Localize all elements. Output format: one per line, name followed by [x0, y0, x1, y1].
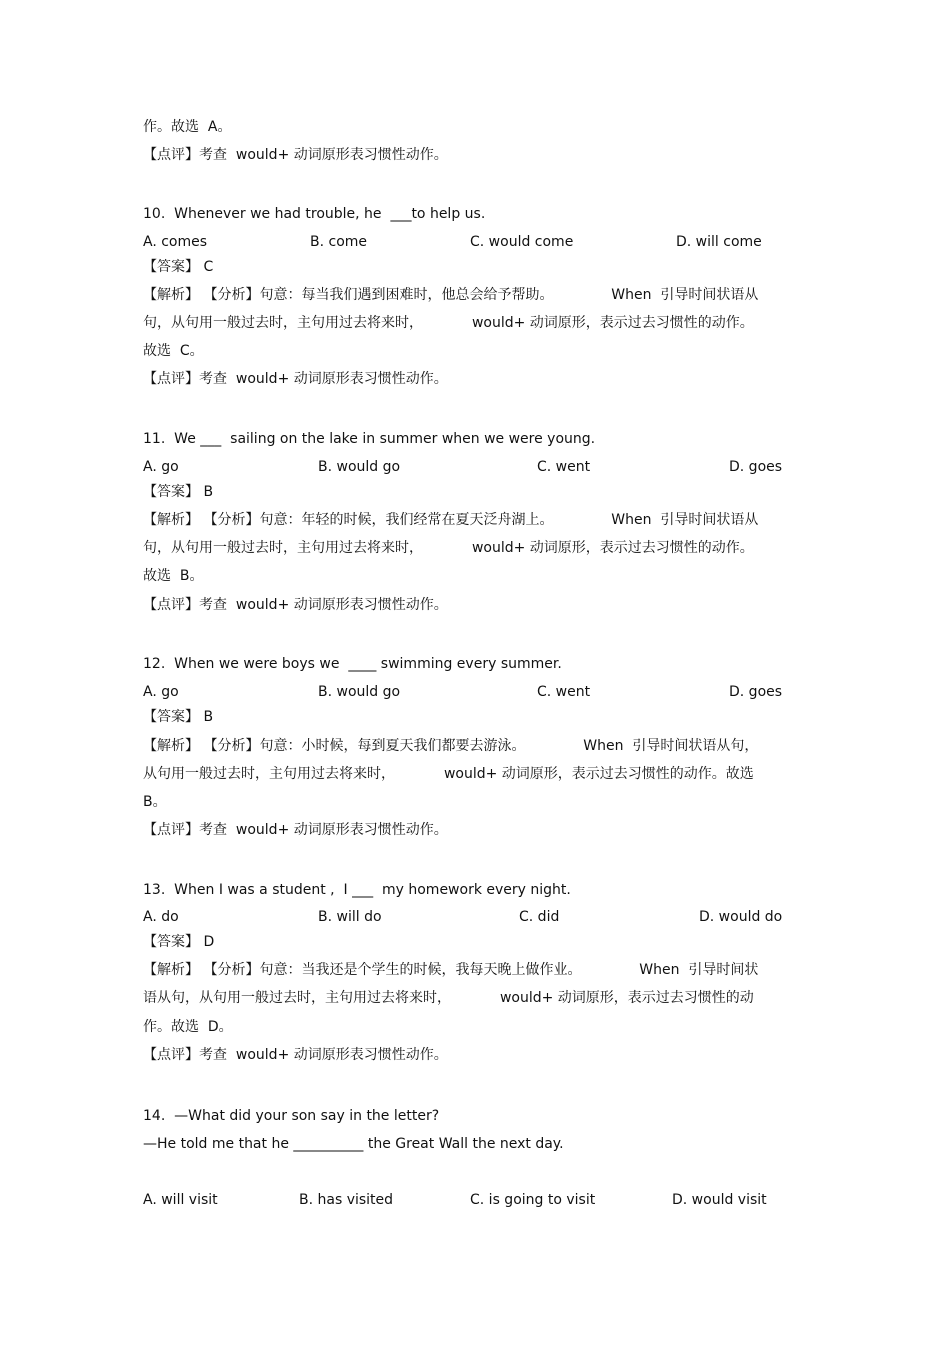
comment-text: 【点评】考查 would+ 动词原形表习惯性动作。	[143, 371, 448, 387]
option-a: A. do	[143, 909, 179, 925]
option-b: B. would go	[318, 459, 401, 475]
question-13-text: 13. When I was a student , I ___ my homework every night.	[143, 882, 571, 898]
option-b: B. come	[310, 234, 368, 250]
comment-text: 【点评】考查 would+ 动词原形表习惯性动作。	[143, 1047, 448, 1063]
analysis-line: 故选 C。	[143, 343, 204, 359]
analysis-line: 【解析】 【分析】句意：年轻的时候，我们经常在夏天泛舟湖上。 When 引导时间状语从	[143, 512, 759, 528]
option-c: C. went	[537, 684, 591, 700]
answer-text: 【答案】 B	[143, 709, 214, 725]
analysis-line: 【解析】 【分析】句意：当我还是个学生的时候，我每天晚上做作业。 When 引导时间状	[143, 962, 759, 978]
option-a: A. go	[143, 459, 179, 475]
option-a: A. will visit	[143, 1192, 218, 1208]
question-14-line2: —He told me that he __________ the Great Wall the next day.	[143, 1136, 564, 1152]
option-a: A. comes	[143, 234, 208, 250]
option-a: A. go	[143, 684, 179, 700]
intro-text: 作。故选 A。	[143, 119, 232, 135]
answer-text: 【答案】 D	[143, 934, 215, 950]
question-12-text: 12. When we were boys we ____ swimming every summer.	[143, 656, 562, 672]
comment-text: 【点评】考查 would+ 动词原形表习惯性动作。	[143, 147, 448, 163]
analysis-line: 从句用一般过去时，主句用过去将来时， would+ 动词原形，表示过去习惯性的动作。故选	[143, 766, 754, 782]
option-b: B. has visited	[299, 1192, 394, 1208]
option-c: C. went	[537, 459, 591, 475]
analysis-line: 故选 B。	[143, 568, 204, 584]
analysis-line: 句，从句用一般过去时，主句用过去将来时， would+ 动词原形，表示过去习惯性的动作。	[143, 315, 754, 331]
analysis-line: 句，从句用一般过去时，主句用过去将来时， would+ 动词原形，表示过去习惯性的动作。	[143, 540, 754, 556]
option-c: C. would come	[470, 234, 574, 250]
analysis-line: 语从句，从句用一般过去时，主句用过去将来时， would+ 动词原形，表示过去习惯性的动	[143, 990, 754, 1006]
analysis-line: B。	[143, 794, 167, 810]
question-14-text: 14. —What did your son say in the letter?	[143, 1108, 440, 1124]
comment-text: 【点评】考查 would+ 动词原形表习惯性动作。	[143, 822, 448, 838]
comment-text: 【点评】考查 would+ 动词原形表习惯性动作。	[143, 597, 448, 613]
option-d: D. will come	[676, 234, 762, 250]
analysis-line: 【解析】 【分析】句意：每当我们遇到困难时，他总会给予帮助。 When 引导时间状语从	[143, 287, 759, 303]
analysis-line: 作。故选 D。	[143, 1019, 233, 1035]
answer-text: 【答案】 C	[143, 259, 214, 275]
option-d: D. would do	[699, 909, 783, 925]
option-b: B. will do	[318, 909, 382, 925]
option-d: D. would visit	[672, 1192, 767, 1208]
option-d: D. goes	[729, 459, 783, 475]
analysis-line: 【解析】 【分析】句意：小时候，每到夏天我们都要去游泳。 When 引导时间状语从句，	[143, 738, 759, 754]
option-d: D. goes	[729, 684, 783, 700]
option-c: C. is going to visit	[470, 1192, 596, 1208]
option-c: C. did	[519, 909, 560, 925]
question-11-text: 11. We ___ sailing on the lake in summer when we were young.	[143, 431, 596, 447]
option-b: B. would go	[318, 684, 401, 700]
answer-text: 【答案】 B	[143, 484, 214, 500]
question-10-text: 10. Whenever we had trouble, he ___to help us.	[143, 206, 486, 222]
